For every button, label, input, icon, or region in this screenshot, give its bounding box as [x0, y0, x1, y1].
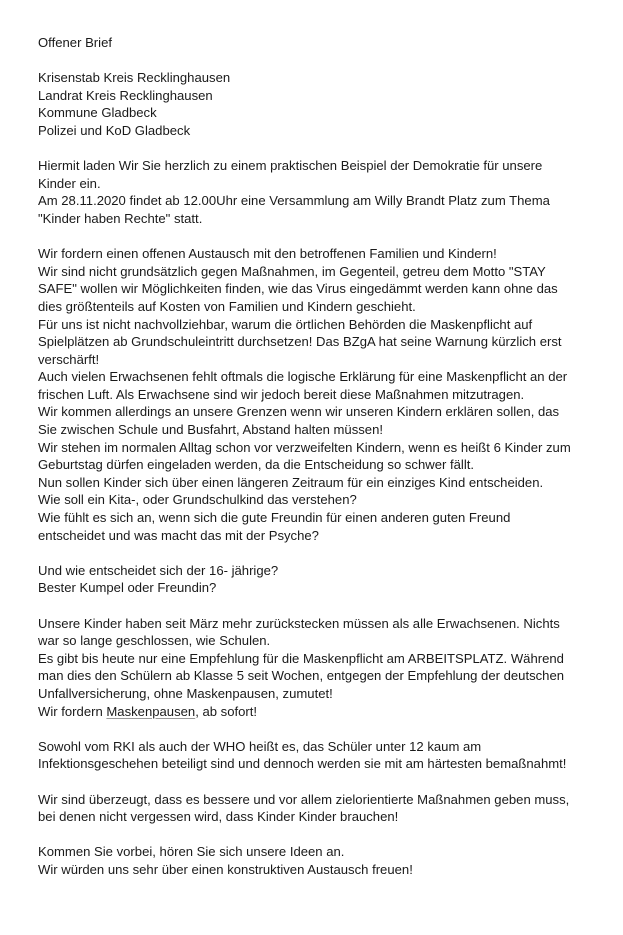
invitation-paragraph: [38, 157, 598, 227]
text-line: Bester Kumpel oder Freundin?: [38, 580, 217, 596]
text-line: man dies den Schülern ab Klasse 5 seit Wochen, entgegen der Empfehlung der deutschen: [38, 668, 565, 684]
text-line: entscheidet und was macht das mit der Psyche?: [38, 527, 319, 543]
text-line: bei denen nicht vergessen wird, dass Kinder Kinder brauchen!: [38, 809, 399, 825]
rki-paragraph: [38, 738, 598, 773]
text-line: Sowohl vom RKI als auch der WHO heißt es, das Schüler unter 12 kaum am: [38, 738, 482, 754]
text-line: Und wie entscheidet sich der 16- jährige?: [38, 562, 279, 578]
text-line: Kommen Sie vorbei, hören Sie sich unsere Ideen an.: [38, 844, 345, 860]
text-line: Sie zwischen Schule und Busfahrt, Abstand halten müssen!: [38, 422, 384, 438]
text-line: Geburtstag dürfen eingeladen werden, da die Entscheidung so schwer fällt.: [38, 457, 475, 473]
text-line: Wir sind überzeugt, dass es bessere und vor allem zielorientierte Maßnahmen geben muss,: [38, 791, 570, 807]
demand-suffix: , ab sofort!: [195, 703, 258, 719]
text-line: SAFE" wollen wir Möglichkeiten finden, wie das Virus eingedämmt werden kann ohne das: [38, 281, 558, 297]
text-line: Kinder ein.: [38, 175, 101, 191]
text-line: Am 28.11.2020 findet ab 12.00Uhr eine Versammlung am Willy Brandt Platz zum Thema: [38, 193, 550, 209]
recipient-line: Krisenstab Kreis Recklinghausen: [38, 70, 231, 86]
schools-paragraph: [38, 615, 598, 721]
recipients-block: [38, 69, 598, 139]
text-line: Nun sollen Kinder sich über einen längeren Zeitraum für ein einziges Kind entscheiden.: [38, 474, 544, 490]
question-paragraph: [38, 562, 598, 597]
recipient-line: Landrat Kreis Recklinghausen: [38, 87, 213, 103]
text-line: Wie fühlt es sich an, wenn sich die gute Freundin für einen anderen guten Freund: [38, 510, 511, 526]
text-line: war so lange geschlossen, wie Schulen.: [38, 633, 271, 649]
text-line: Infektionsgeschehen beteiligt sind und dennoch werden sie mit am härtesten bemaßnahmt!: [38, 756, 567, 772]
text-line: Auch vielen Erwachsenen fehlt oftmals die logische Erklärung für eine Maskenpflicht an der: [38, 369, 568, 385]
closing-paragraph: [38, 843, 598, 878]
text-line: Unsere Kinder haben seit März mehr zurückstecken müssen als alle Erwachsenen. Nichts: [38, 615, 560, 631]
text-line: Wir kommen allerdings an unsere Grenzen wenn wir unseren Kindern erklären sollen, das: [38, 404, 560, 420]
text-line: Wir würden uns sehr über einen konstruktiven Austausch freuen!: [38, 861, 413, 877]
text-line: Spielplätzen ab Grundschuleintritt durchsetzen! Das BZgA hat seine Warnung kürzlich erst: [38, 334, 562, 350]
text-line: Es gibt bis heute nur eine Empfehlung für die Maskenpflicht am ARBEITSPLATZ. Während: [38, 650, 564, 666]
text-line: Wie soll ein Kita-, oder Grundschulkind das verstehen?: [38, 492, 357, 508]
recipient-line: Polizei und KoD Gladbeck: [38, 122, 191, 138]
text-line: Wir stehen im normalen Alltag schon vor verzweifelten Kindern, wenn es heißt 6 Kinder zum: [38, 439, 571, 455]
text-line: "Kinder haben Rechte" statt.: [38, 210, 203, 226]
text-line: Wir fordern einen offenen Austausch mit den betroffenen Familien und Kindern!: [38, 246, 497, 262]
recipient-line: Kommune Gladbeck: [38, 105, 157, 121]
heading-line: Offener Brief: [38, 35, 112, 50]
demand-prefix: Wir fordern: [38, 703, 107, 719]
text-line: verschärft!: [38, 351, 100, 367]
text-line: Hiermit laden Wir Sie herzlich zu einem praktischen Beispiel der Demokratie für unsere: [38, 158, 543, 174]
text-line: Wir sind nicht grundsätzlich gegen Maßnahmen, im Gegenteil, getreu dem Motto "STAY: [38, 263, 546, 279]
demand-line: [38, 703, 598, 721]
letter-body: [38, 34, 598, 896]
maskenpausen-link[interactable]: Maskenpausen: [106, 703, 196, 719]
conviction-paragraph: [38, 791, 598, 826]
letter-heading: [38, 34, 598, 52]
text-line: dies größtenteils auf Kosten von Familien und Kindern geschieht.: [38, 298, 416, 314]
text-line: Unfallversicherung, ohne Maskenpausen, zumutet!: [38, 685, 333, 701]
text-line: Für uns ist nicht nachvollziehbar, warum die örtlichen Behörden die Maskenpflicht auf: [38, 316, 533, 332]
demands-paragraph: [38, 245, 598, 544]
text-line: frischen Luft. Als Erwachsene sind wir jedoch bereit diese Maßnahmen mitzutragen.: [38, 386, 525, 402]
